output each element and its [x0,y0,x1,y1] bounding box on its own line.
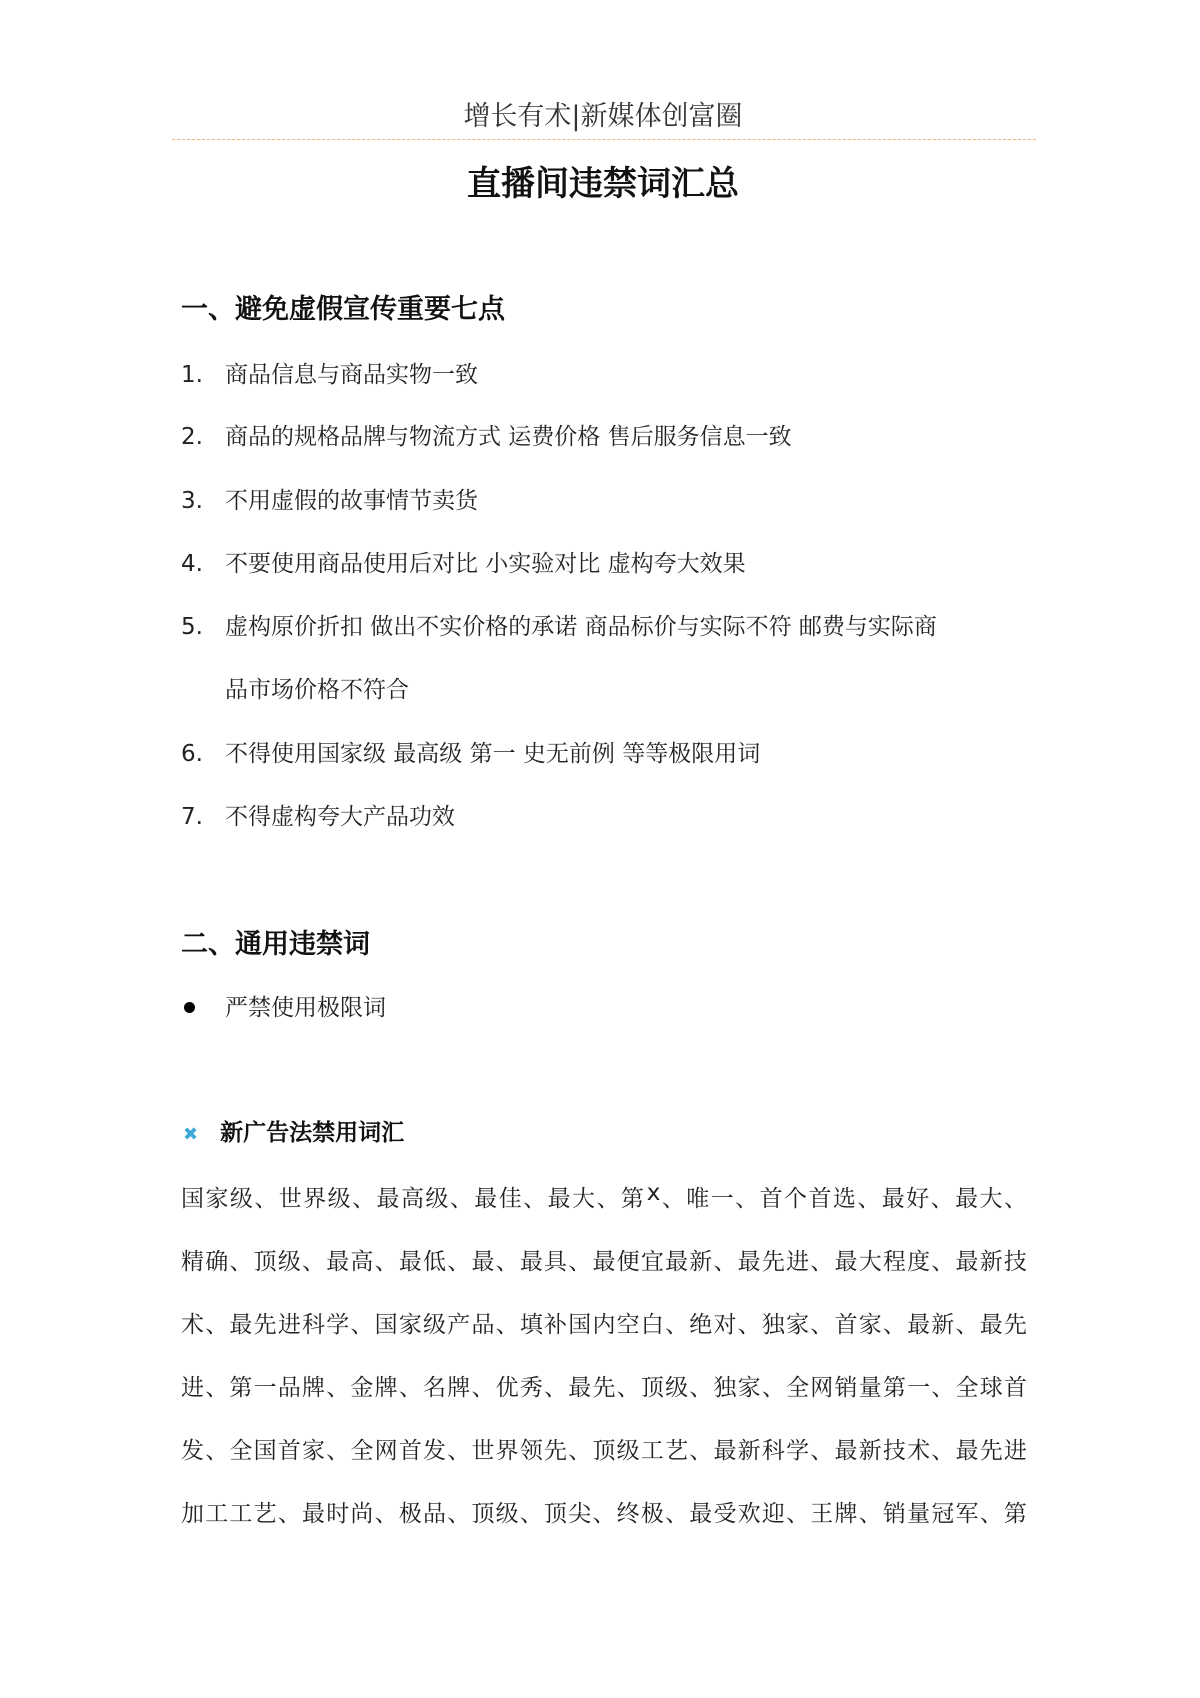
paragraph-line: 国 家 级 、 世 界 级 、 最 高 级 、 最 佳 、 最 大 、 第 x 、 唯 一 、 首 个 首 选 、 最 好 、 最 大 、 [181,1180,1027,1212]
list-item-text: 虚构原价折扣 做出不实价格的承诺 商品标价与实际不符 邮费与实际商 [225,614,937,640]
list-item-text: 不得使用国家级 最高级 第一 史无前例 等等极限用词 [225,741,761,767]
paragraph-line: 术 、 最 先 进 科 学 、 国 家 级 产 品 、 填 补 国 内 空 白 、 绝 对 、 独 家 、 首 家 、 最 新 、 最 先 [181,1312,1027,1338]
list-item [181,798,455,831]
document-title: 直播间违禁词汇总 [467,164,739,204]
list-item-number: 7. [181,804,203,830]
list-item-number: 5. [181,614,203,640]
header-divider [172,139,1036,140]
paragraph-line: 加 工 工 艺 、 最 时 尚 、 极 品 、 顶 级 、 顶 尖 、 终 极 、 最 受 欢 迎 、 王 牌 、 销 量 冠 军 、 第 [181,1501,1027,1527]
list-item-text: 不得虚构夸大产品功效 [225,804,455,830]
list-item [181,418,792,451]
paragraph-line: 精 确 、 顶 级 、 最 高 、 最 低 、 最 、 最 具 、 最 便 宜 最 新 、 最 先 进 、 最 大 程 度 、 最 新 技 [181,1249,1027,1275]
list-item [181,608,937,641]
list-item-text: 商品信息与商品实物一致 [225,362,478,388]
list-item-number: 1. [181,362,203,388]
list-item-number: 6. [181,741,203,767]
list-item-text: 商品的规格品牌与物流方式 运费价格 售后服务信息一致 [225,424,792,450]
list-item-text: 不用虚假的故事情节卖货 [225,488,478,514]
list-item-number: 4. [181,551,203,577]
bullet-dot-icon [184,1002,195,1013]
bullet-item [181,989,386,1022]
list-item-continuation: 品市场价格不符合 [225,677,409,703]
list-item [181,735,760,768]
section-heading-1: 一、避免虚假宣传重要七点 [181,294,505,325]
list-item [181,356,478,389]
subheading [183,1114,404,1147]
page-header: 增长有术|新媒体创富圈 [463,101,743,132]
paragraph-line: 进 、 第 一 品 牌 、 金 牌 、 名 牌 、 优 秀 、 最 先 、 顶 级 、 独 家 、 全 网 销 量 第 一 、 全 球 首 [181,1375,1027,1401]
paragraph-line: 发 、 全 国 首 家 、 全 网 首 发 、 世 界 领 先 、 顶 级 工 艺 、 最 新 科 学 、 最 新 技 术 、 最 先 进 [181,1438,1027,1464]
list-item-number: 3. [181,488,203,514]
section-heading-2: 二、通用违禁词 [181,929,370,960]
subheading-text: 新广告法禁用词汇 [220,1120,405,1146]
cross-bullet-icon: ✖ [183,1124,199,1145]
list-item-number: 2. [181,424,203,450]
list-item [181,545,746,578]
list-item [181,482,478,515]
list-item-text: 不要使用商品使用后对比 小实验对比 虚构夸大效果 [225,551,746,577]
bullet-text: 严禁使用极限词 [225,995,386,1021]
